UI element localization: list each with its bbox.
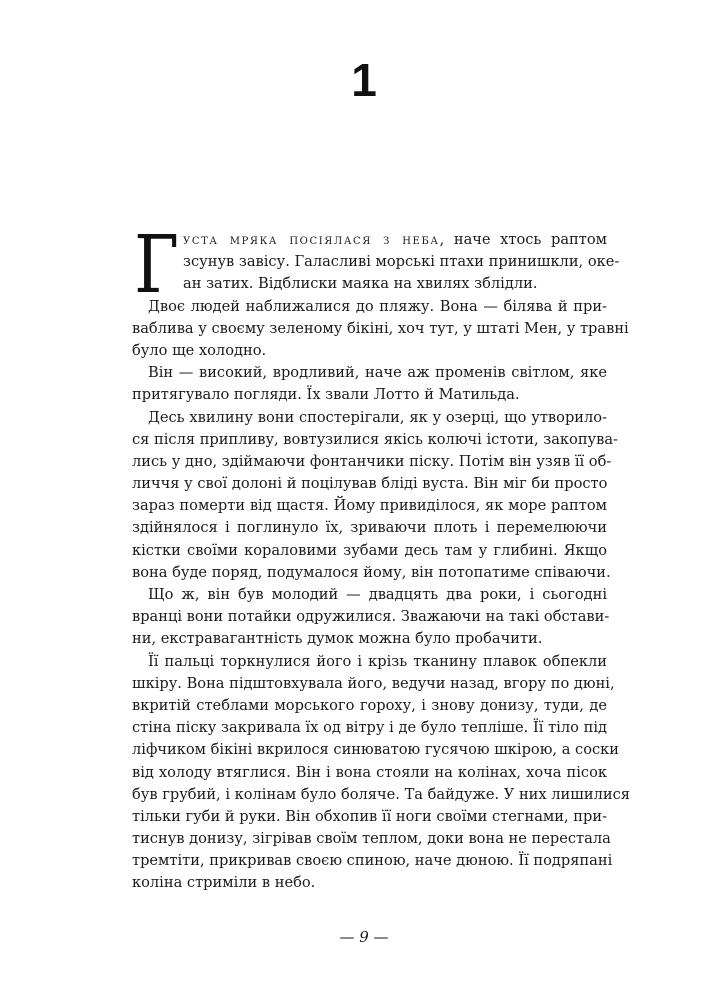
text-line: ваблива у своєму зеленому бікіні, хоч тут, у штаті Мен, у травні — [132, 319, 629, 337]
text-line: зараз померти від щастя. Йому привиділося, як море раптом — [132, 497, 607, 515]
text-line: кістки своїми кораловими зубами десь там у глибині. Якщо — [132, 541, 607, 559]
page-number: — 9 — — [339, 928, 389, 946]
chapter-number: 1 — [351, 54, 377, 106]
text-line: Її пальці торкнулися його і крізь тканину плавок обпекли — [148, 652, 607, 670]
opening-line-rest: , наче хтось раптом — [439, 231, 607, 248]
text-line: личчя у свої долоні й поцілував бліді вуста. Він міг би просто — [132, 475, 608, 493]
drop-cap: Г — [134, 218, 180, 311]
text-line: Двоє людей наближалися до пляжу. Вона — білява й при- — [148, 297, 607, 315]
text-line: тремтіти, прикривав своєю спиною, наче дюною. Її подряпані — [132, 852, 613, 870]
text-line: коліна стриміли в небо. — [132, 874, 316, 892]
text-line: лись у дно, здіймаючи фонтанчики піску. Потім він узяв її об- — [132, 452, 612, 470]
text-line: зсунув завісу. Галасливі морські птахи принишкли, оке- — [183, 253, 620, 271]
text-line: шкіру. Вона підштовхувала його, ведучи назад, вгору по дюні, — [132, 674, 615, 692]
text-line: було ще холодно. — [132, 341, 267, 359]
text-line — [132, 229, 607, 251]
text-line: від холоду втяглися. Він і вона стояли на колінах, хоча пісок — [132, 763, 607, 781]
text-line: стіна піску закривала їх од вітру і де було тепліше. Її тіло під — [132, 719, 607, 737]
text-line: тиснув донизу, зігрівав своїм теплом, доки вона не перестала — [132, 830, 611, 848]
text-line: вкритій стеблами морського гороху, і знову донизу, туди, де — [132, 696, 607, 714]
text-line: притягувало погляди. Їх звали Лотто й Матильда. — [132, 386, 520, 404]
text-line: був грубий, і колінам було боляче. Та байдуже. У них лишилися — [132, 785, 630, 803]
text-line: здійнялося і поглинуло їх, зриваючи плоть і перемелюючи — [132, 519, 607, 537]
text-line: Що ж, він був молодий — двадцять два роки, і сьогодні — [148, 586, 607, 603]
text-line: ни, екстравагантність думок можна було пробачити. — [132, 630, 543, 648]
text-line: вранці вони потайки одружилися. Зважаючи на такі обстави- — [132, 608, 610, 626]
text-line: ліфчиком бікіні вкрилося синюватою гусячою шкірою, а соски — [132, 741, 620, 759]
text-line: вона буде поряд, подумалося йому, він потопатиме співаючи. — [132, 563, 611, 581]
text-line: Він — високий, вродливий, наче аж променів світлом, яке — [148, 364, 607, 382]
chapter-body-text — [132, 218, 630, 895]
text-line: Десь хвилину вони спостерігали, як у озерці, що утворило- — [148, 408, 607, 426]
text-line: тільки губи й руки. Він обхопив її ноги своїми стегнами, при- — [132, 807, 608, 825]
opening-smallcaps: уста мряка посіялася з неба — [183, 231, 440, 248]
text-line: ан затих. Відблиски маяка на хвилях зблідли. — [183, 275, 538, 293]
text-line: ся після припливу, вовтузилися якісь колючі істоти, закопува- — [132, 430, 618, 448]
